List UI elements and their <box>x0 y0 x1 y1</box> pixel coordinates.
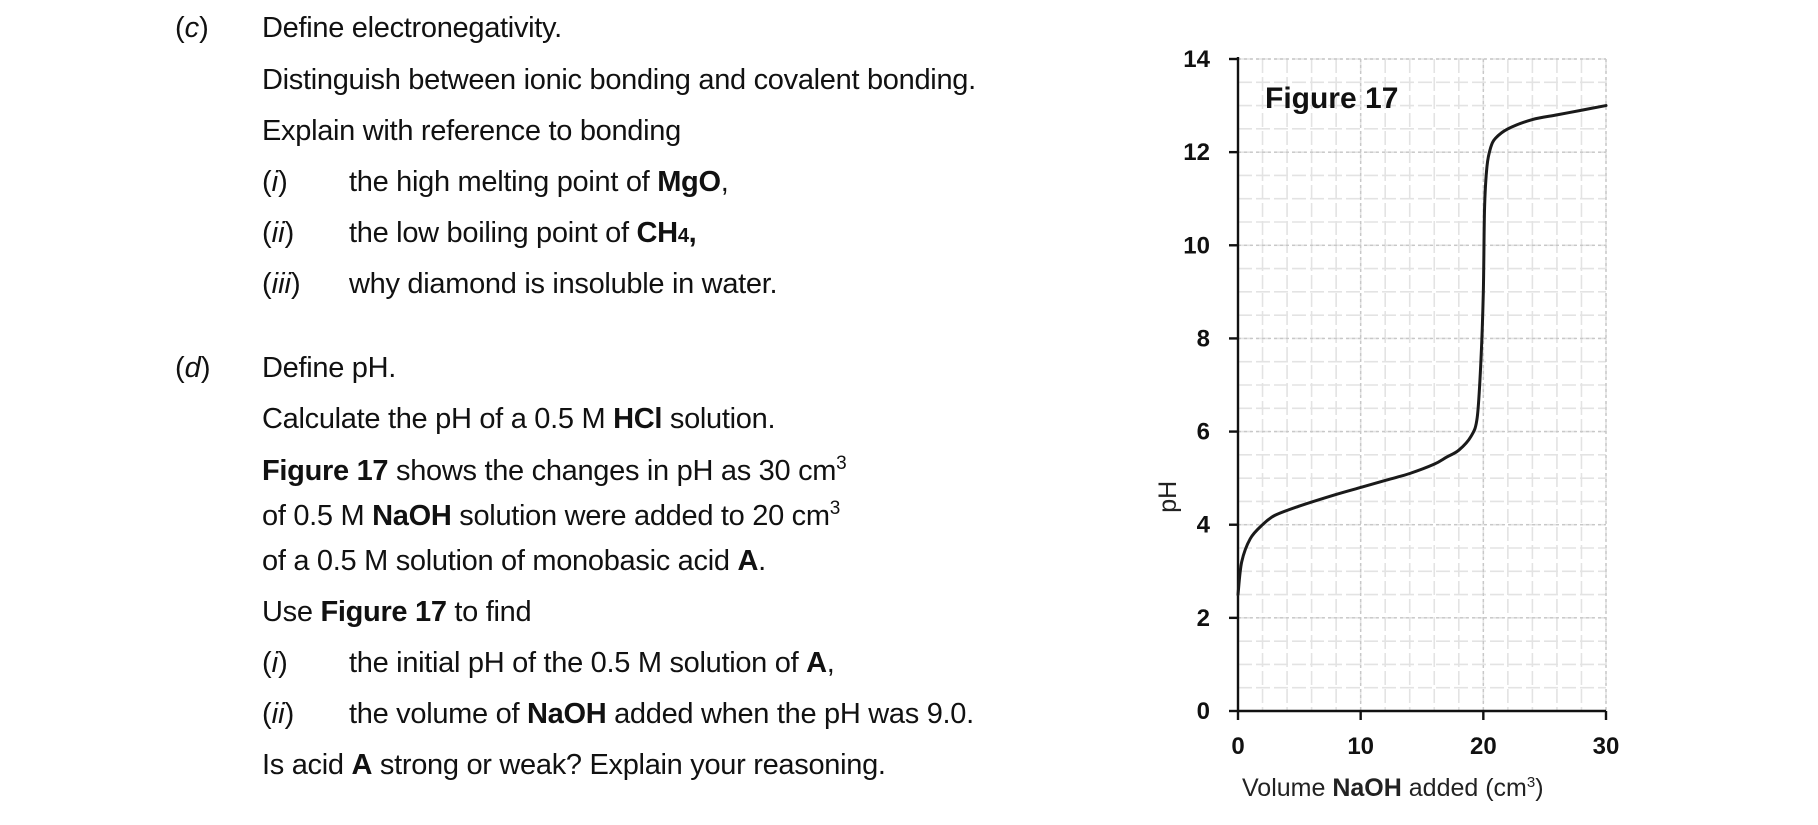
part-d-line-figure-description-1: Figure 17 shows the changes in pH as 30 $cm^3$ <box>262 453 847 487</box>
part-d-line-figure-description-2: of 0.5 M NaOH solution were added to 20 $cm^3$ <box>262 498 840 532</box>
y-tick-label: 12 <box>1183 139 1210 167</box>
part-c-line-explain-bonding: Explain with reference to bonding <box>262 115 681 147</box>
part-d-item-i-label: (i) <box>262 647 288 679</box>
x-axis-title: Volume NaOH added $(cm^3)$ <box>1242 774 1544 802</box>
part-c-label: (c) <box>175 12 209 44</box>
part-c-line-define-electronegativity: Define electronegativity. <box>262 12 562 44</box>
part-d-line-define-ph: Define pH. <box>262 352 397 384</box>
x-tick-label: 20 <box>1469 733 1497 760</box>
part-d-line-figure-description-3: of a 0.5 M solution of monobasic acid A. <box>262 545 766 577</box>
part-c-item-ii-label: (ii) <box>262 217 295 249</box>
y-tick-label: 14 <box>1183 46 1210 73</box>
y-tick-label: 2 <box>1196 604 1210 632</box>
part-c-item-i-label: (i) <box>262 166 288 198</box>
part-d-line-strong-or-weak: Is acid A strong or weak? Explain your reasoning. <box>262 749 886 781</box>
y-tick-label: 4 <box>1196 511 1210 539</box>
part-d-line-calculate-ph: Calculate the pH of a 0.5 M HCl solution. <box>262 403 776 435</box>
part-d-item-ii-text: the volume of NaOH added when the pH was 9.0. <box>349 698 974 730</box>
figure-title: Figure 17 <box>1265 82 1399 115</box>
part-c-item-iii-text: why diamond is insoluble in water. <box>349 268 778 300</box>
part-c-line-distinguish-bonding: Distinguish between ionic bonding and covalent bonding. <box>262 64 976 96</box>
y-tick-label: 0 <box>1196 698 1210 725</box>
x-tick-label: 10 <box>1347 733 1375 760</box>
y-tick-label: 10 <box>1183 232 1210 260</box>
part-d-line-use-figure: Use Figure 17 to find <box>262 596 532 628</box>
y-axis-title: pH <box>1154 480 1182 513</box>
ph-curve-line <box>1238 106 1606 595</box>
tick-labels <box>1183 46 1619 760</box>
minor-gridlines <box>1238 59 1606 711</box>
part-c-item-i-text: the high melting point of MgO, <box>349 166 729 198</box>
part-d-label: (d) <box>175 352 211 384</box>
y-tick-label: 8 <box>1196 325 1210 353</box>
x-tick-label: 30 <box>1592 733 1620 760</box>
part-c-item-iii-label: (iii) <box>262 268 301 300</box>
part-d-item-ii-label: (ii) <box>262 698 295 730</box>
figure-17-chart <box>1150 30 1670 820</box>
part-c-item-ii-text: the low boiling point of CH4, <box>349 217 697 249</box>
y-tick-label: 6 <box>1196 418 1210 446</box>
part-d-item-i-text: the initial pH of the 0.5 M solution of A, <box>349 647 835 679</box>
axes <box>1229 57 1606 720</box>
titration-curve-plot <box>1150 30 1670 820</box>
x-tick-label: 0 <box>1231 733 1245 760</box>
